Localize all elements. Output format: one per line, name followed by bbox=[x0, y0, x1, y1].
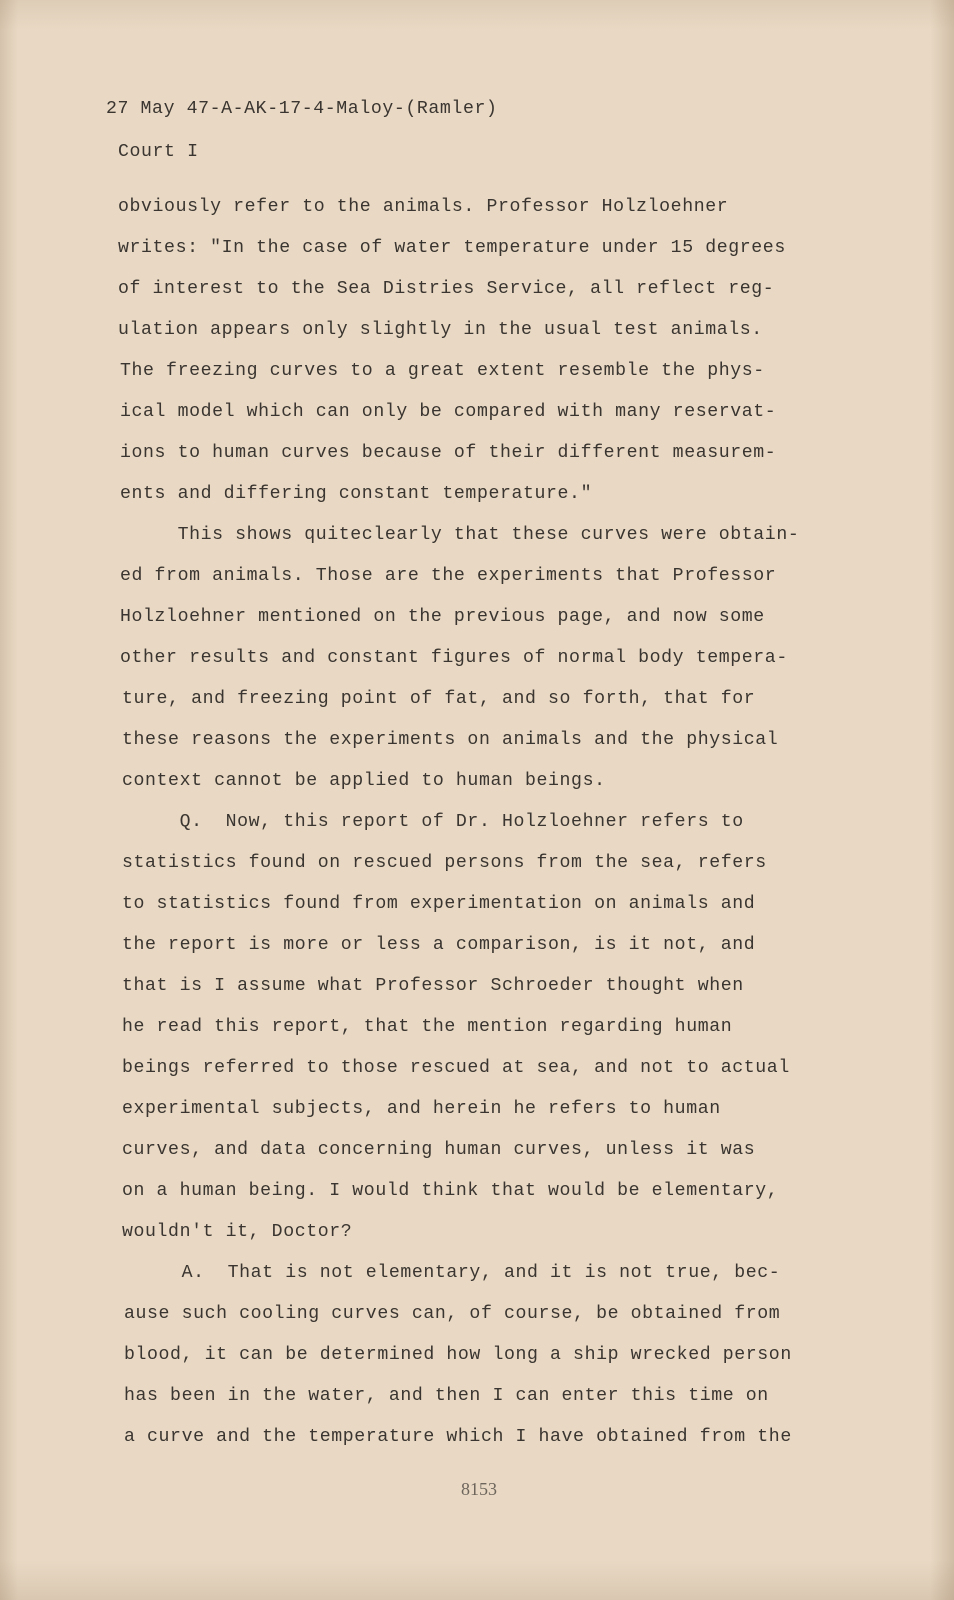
transcript-line: A. That is not elementary, and it is not true, bec- bbox=[124, 1263, 781, 1283]
transcript-line: Holzloehner mentioned on the previous page, and now some bbox=[120, 607, 765, 627]
transcript-line: has been in the water, and then I can enter this time on bbox=[124, 1386, 769, 1406]
page-number: 8153 bbox=[461, 1479, 497, 1499]
header-case-reference: 27 May 47-A-AK-17-4-Maloy-(Ramler) bbox=[106, 99, 498, 119]
transcript-line: statistics found on rescued persons from the sea, refers bbox=[122, 853, 767, 873]
header-court: Court I bbox=[118, 142, 199, 162]
transcript-line: writes: "In the case of water temperature under 15 degrees bbox=[118, 238, 786, 258]
transcript-line: that is I assume what Professor Schroeder thought when bbox=[122, 976, 744, 996]
transcript-line: ical model which can only be compared with many reservat- bbox=[120, 402, 777, 422]
transcript-line: obviously refer to the animals. Professor Holzloehner bbox=[118, 197, 729, 217]
transcript-line: curves, and data concerning human curves, unless it was bbox=[122, 1140, 756, 1160]
transcript-line: ture, and freezing point of fat, and so forth, that for bbox=[122, 689, 756, 709]
transcript-line: these reasons the experiments on animals and the physical bbox=[122, 730, 779, 750]
transcript-line: of interest to the Sea Distries Service, all reflect reg- bbox=[118, 279, 775, 299]
transcript-line: the report is more or less a comparison, is it not, and bbox=[122, 935, 756, 955]
transcript-line: This shows quiteclearly that these curves were obtain- bbox=[120, 525, 800, 545]
transcript-line: ulation appears only slightly in the usual test animals. bbox=[118, 320, 763, 340]
transcript-line: to statistics found from experimentation on animals and bbox=[122, 894, 756, 914]
transcript-line: ed from animals. Those are the experiments that Professor bbox=[120, 566, 777, 586]
transcript-line: he read this report, that the mention regarding human bbox=[122, 1017, 733, 1037]
transcript-line: a curve and the temperature which I have obtained from the bbox=[124, 1427, 792, 1447]
transcript-line: The freezing curves to a great extent resemble the phys- bbox=[120, 361, 765, 381]
transcript-line: wouldn't it, Doctor? bbox=[122, 1222, 353, 1242]
transcript-line: beings referred to those rescued at sea, and not to actual bbox=[122, 1058, 790, 1078]
transcript-line: ents and differing constant temperature." bbox=[120, 484, 593, 504]
transcript-line: on a human being. I would think that would be elementary, bbox=[122, 1181, 779, 1201]
transcript-line: Q. Now, this report of Dr. Holzloehner refers to bbox=[122, 812, 744, 832]
transcript-line: other results and constant figures of normal body tempera- bbox=[120, 648, 788, 668]
transcript-line: context cannot be applied to human beings. bbox=[122, 771, 606, 791]
transcript-line: ions to human curves because of their different measurem- bbox=[120, 443, 777, 463]
transcript-line: blood, it can be determined how long a ship wrecked person bbox=[124, 1345, 792, 1365]
transcript-line: ause such cooling curves can, of course, be obtained from bbox=[124, 1304, 781, 1324]
transcript-line: experimental subjects, and herein he refers to human bbox=[122, 1099, 721, 1119]
